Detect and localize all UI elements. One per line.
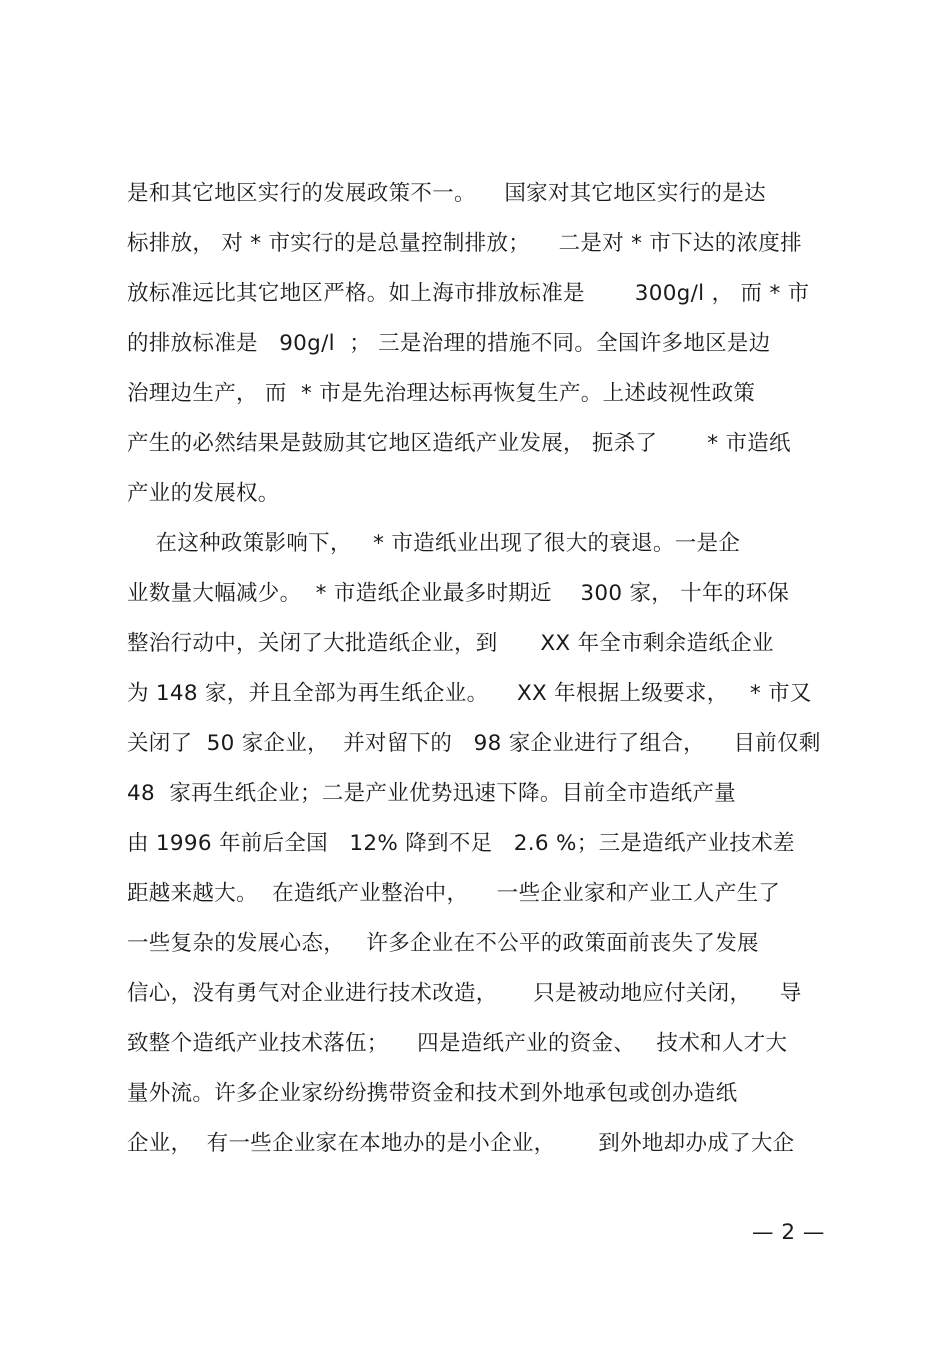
- text-line: 致整个造纸产业技术落伍； 四是造纸产业的资金、 技术和人才大: [127, 1031, 788, 1056]
- text-line: 信心，没有勇气对企业进行技术改造， 只是被动地应付关闭， 导: [127, 981, 802, 1006]
- text-line: 整治行动中，关闭了大批造纸企业，到 XX 年全市剩余造纸企业: [127, 631, 774, 656]
- text-line: 由 1996 年前后全国 12% 降到不足 2.6 %；三是造纸产业技术差: [127, 831, 795, 856]
- text-line: 产业的发展权。: [127, 481, 280, 506]
- text-line: 为 148 家，并且全部为再生纸企业。 XX 年根据上级要求， * 市又: [127, 681, 812, 706]
- page-number: — 2 —: [752, 1220, 825, 1245]
- text-line: 距越来越大。 在造纸产业整治中， 一些企业家和产业工人产生了: [127, 881, 781, 906]
- text-line: 是和其它地区实行的发展政策不一。 国家对其它地区实行的是达: [127, 181, 766, 206]
- text-line: 的排放标准是 90g/l ； 三是治理的措施不同。全国许多地区是边: [127, 331, 771, 356]
- text-line: 业数量大幅减少。 * 市造纸企业最多时期近 300 家， 十年的环保: [127, 581, 790, 606]
- text-line: 关闭了 50 家企业， 并对留下的 98 家企业进行了组合， 目前仅剩: [127, 731, 821, 756]
- text-line: 产生的必然结果是鼓励其它地区造纸产业发展， 扼杀了 * 市造纸: [127, 431, 791, 456]
- text-line: 量外流。许多企业家纷纷携带资金和技术到外地承包或创办造纸: [127, 1081, 738, 1106]
- text-line: 48 家再生纸企业；二是产业优势迅速下降。目前全市造纸产量: [127, 781, 737, 806]
- text-line: 放标准远比其它地区严格。如上海市排放标准是 300g/l ， 而 * 市: [127, 281, 810, 306]
- text-line: 治理边生产， 而 * 市是先治理达标再恢复生产。上述歧视性政策: [127, 381, 756, 406]
- text-line: 在这种政策影响下， * 市造纸业出现了很大的衰退。一是企: [127, 531, 741, 556]
- text-line: 一些复杂的发展心态， 许多企业在不公平的政策面前丧失了发展: [127, 931, 759, 956]
- text-line: 企业， 有一些企业家在本地办的是小企业， 到外地却办成了大企: [127, 1131, 795, 1156]
- text-line: 标排放， 对 * 市实行的是总量控制排放； 二是对 * 市下达的浓度排: [127, 231, 802, 256]
